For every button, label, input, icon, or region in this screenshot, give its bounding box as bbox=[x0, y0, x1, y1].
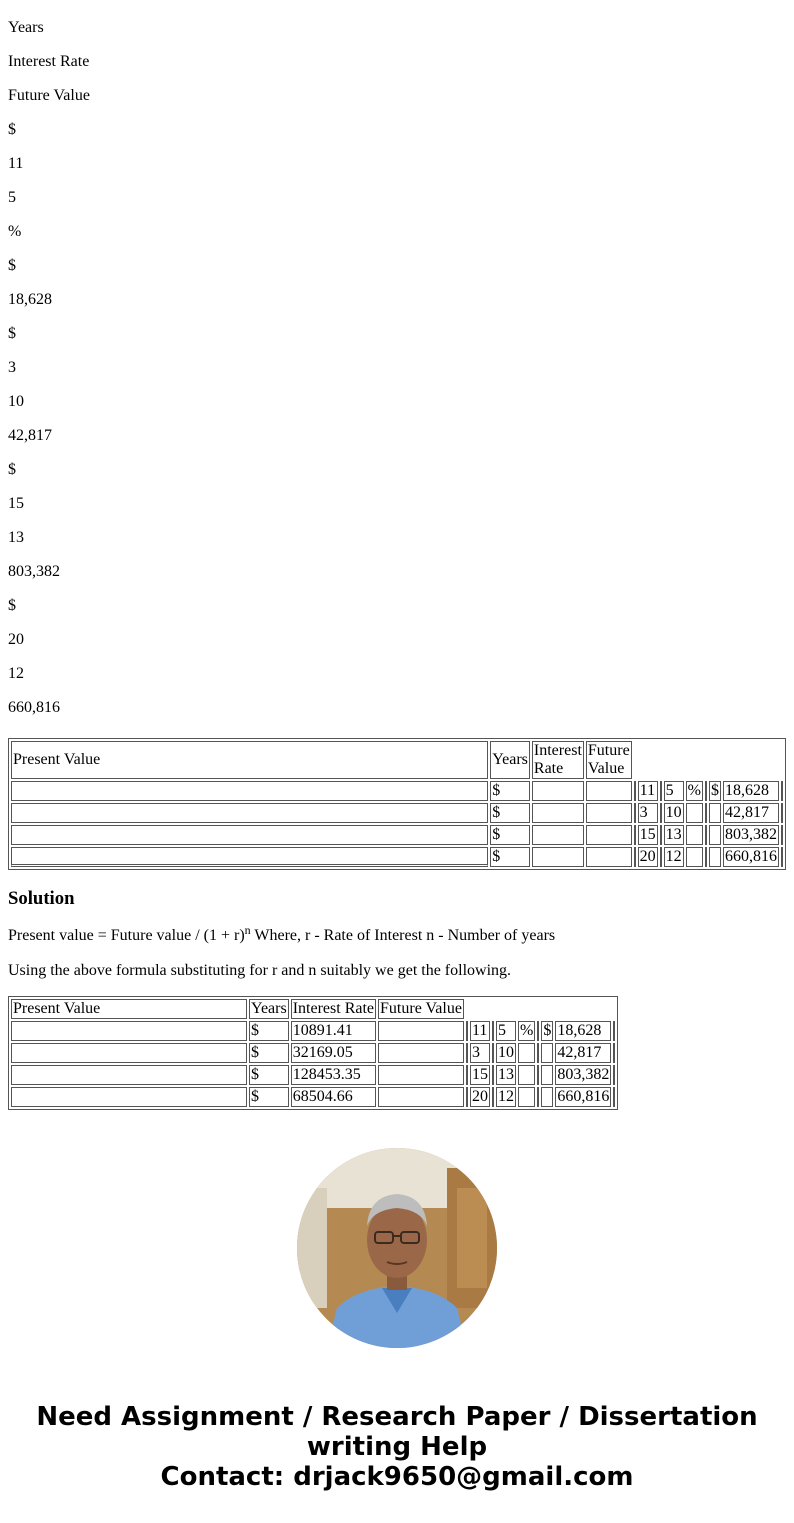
divider-cell bbox=[492, 1043, 494, 1063]
formula-definitions: Where, r - Rate of Interest n - Number of years bbox=[250, 927, 556, 944]
fv-dollar-cell bbox=[709, 825, 721, 845]
divider-cell bbox=[781, 847, 783, 867]
future-value-cell: 42,817 bbox=[555, 1043, 611, 1063]
empty-cell bbox=[532, 847, 584, 867]
header-interest-rate: Interest Rate bbox=[533, 742, 582, 777]
rate-cell: 13 bbox=[665, 826, 682, 843]
dollar-cell: $ bbox=[490, 847, 530, 867]
list-item: $ bbox=[8, 461, 16, 478]
header-years: Years bbox=[490, 741, 530, 779]
fv-dollar-cell bbox=[709, 847, 721, 867]
formula-paragraph bbox=[8, 923, 786, 945]
table-row bbox=[11, 803, 783, 823]
present-value-cell bbox=[11, 781, 488, 801]
list-item: 12 bbox=[8, 665, 24, 682]
cta-line: Need Assignment / Research Paper / Dissertation bbox=[36, 1402, 758, 1432]
percent-cell: % bbox=[520, 1022, 534, 1039]
table-row bbox=[11, 1021, 615, 1041]
pv-result-cell: 128453.35 bbox=[291, 1065, 376, 1085]
list-item: 11 bbox=[8, 155, 24, 172]
empty-cell bbox=[586, 825, 632, 845]
dollar-cell: $ bbox=[249, 1021, 289, 1041]
header-future-value: Future Value bbox=[587, 742, 630, 777]
percent-cell bbox=[686, 803, 703, 823]
table-row bbox=[11, 1065, 615, 1085]
header-present-value: Present Value bbox=[11, 741, 488, 779]
percent-cell bbox=[686, 847, 703, 867]
list-item: 42,817 bbox=[8, 427, 52, 444]
years-cell: 20 bbox=[472, 1088, 489, 1105]
contact-banner bbox=[0, 1402, 794, 1492]
future-value-cell: 18,628 bbox=[555, 1021, 611, 1041]
list-item: 20 bbox=[8, 631, 24, 648]
future-value-cell: 42,817 bbox=[723, 803, 779, 823]
fv-dollar-cell bbox=[541, 1065, 553, 1085]
empty-cell bbox=[532, 825, 584, 845]
future-value-cell: 660,816 bbox=[725, 848, 777, 865]
cta-line: writing Help bbox=[306, 1432, 488, 1462]
divider-cell bbox=[492, 1065, 494, 1085]
present-value-table bbox=[8, 996, 618, 1110]
avatar-container bbox=[8, 1148, 786, 1348]
empty-cell bbox=[532, 803, 584, 823]
divider-cell bbox=[466, 1087, 468, 1107]
years-cell: 3 bbox=[638, 803, 658, 823]
list-item: 660,816 bbox=[8, 699, 60, 716]
rate-cell: 10 bbox=[498, 1044, 515, 1061]
empty-cell bbox=[586, 781, 632, 801]
future-value-cell: 803,382 bbox=[725, 826, 777, 843]
present-value-cell bbox=[11, 825, 488, 845]
years-cell: 15 bbox=[639, 826, 656, 843]
percent-cell bbox=[518, 1087, 535, 1107]
list-item: $ bbox=[8, 325, 16, 342]
list-item: 10 bbox=[8, 393, 24, 410]
present-value-cell bbox=[11, 1021, 247, 1041]
list-item: 13 bbox=[8, 529, 24, 546]
rate-cell: 12 bbox=[498, 1088, 515, 1105]
divider-cell bbox=[781, 803, 783, 823]
formula-text: Present value = Future value / (1 + r) bbox=[8, 927, 245, 944]
empty-cell bbox=[378, 1065, 464, 1085]
divider-cell bbox=[466, 1021, 468, 1041]
future-value-table bbox=[8, 738, 786, 870]
divider-cell bbox=[613, 1043, 615, 1063]
pv-result-cell: 32169.05 bbox=[291, 1043, 376, 1063]
present-value-cell bbox=[11, 847, 488, 867]
top-value-list bbox=[8, 0, 786, 724]
percent-cell bbox=[518, 1043, 535, 1063]
percent-cell bbox=[686, 825, 703, 845]
empty-cell bbox=[378, 1087, 464, 1107]
fv-dollar-cell bbox=[541, 1087, 553, 1107]
table-header-row bbox=[11, 741, 783, 779]
years-cell: 3 bbox=[470, 1043, 490, 1063]
divider-cell bbox=[705, 803, 707, 823]
list-item: 15 bbox=[8, 495, 24, 512]
table-row bbox=[11, 1087, 615, 1107]
divider-cell bbox=[660, 847, 662, 867]
pv-result-cell: 10891.41 bbox=[291, 1021, 376, 1041]
divider-cell bbox=[537, 1065, 539, 1085]
dollar-cell: $ bbox=[249, 1065, 289, 1085]
header-present-value: Present Value bbox=[11, 999, 247, 1019]
dollar-cell: $ bbox=[490, 825, 530, 845]
rate-cell: 13 bbox=[498, 1066, 515, 1083]
divider-cell bbox=[613, 1021, 615, 1041]
solution-heading: Solution bbox=[8, 888, 75, 909]
portrait-icon bbox=[297, 1148, 497, 1348]
table-row bbox=[11, 781, 783, 801]
dollar-cell: $ bbox=[490, 781, 530, 801]
divider-cell bbox=[537, 1021, 539, 1041]
dollar-cell: $ bbox=[249, 1043, 289, 1063]
dollar-cell: $ bbox=[490, 803, 530, 823]
divider-cell bbox=[466, 1043, 468, 1063]
table-row bbox=[11, 847, 783, 867]
list-item: Years bbox=[8, 19, 44, 36]
substitution-paragraph: Using the above formula substituting for r and n suitably we get the following. bbox=[8, 962, 512, 979]
years-cell: 15 bbox=[472, 1066, 489, 1083]
rate-cell: 5 bbox=[496, 1021, 516, 1041]
divider-cell bbox=[781, 781, 783, 801]
years-cell: 11 bbox=[470, 1021, 490, 1041]
list-item: 5 bbox=[8, 189, 16, 206]
present-value-cell bbox=[11, 1087, 247, 1107]
divider-cell bbox=[613, 1065, 615, 1085]
header-years: Years bbox=[251, 1000, 287, 1017]
years-cell: 20 bbox=[639, 848, 656, 865]
divider-cell bbox=[634, 847, 636, 867]
fv-dollar-cell bbox=[709, 803, 721, 823]
future-value-cell: 803,382 bbox=[557, 1066, 610, 1083]
empty-cell bbox=[378, 1021, 464, 1041]
rate-cell: 10 bbox=[665, 804, 682, 821]
divider-cell bbox=[634, 825, 636, 845]
list-item: 803,382 bbox=[8, 563, 60, 580]
divider-cell bbox=[660, 803, 662, 823]
present-value-cell bbox=[11, 803, 488, 823]
fv-dollar-cell bbox=[541, 1043, 553, 1063]
rate-cell: 12 bbox=[665, 848, 682, 865]
rate-cell: 5 bbox=[664, 781, 684, 801]
years-cell: 11 bbox=[638, 781, 658, 801]
divider-cell bbox=[634, 803, 636, 823]
divider-cell bbox=[634, 781, 636, 801]
header-interest-rate: Interest Rate bbox=[292, 1000, 375, 1017]
divider-cell bbox=[466, 1065, 468, 1085]
percent-cell bbox=[518, 1065, 535, 1085]
dollar-cell: $ bbox=[249, 1087, 289, 1107]
fv-dollar-cell: $ bbox=[543, 1022, 552, 1039]
list-item: Interest Rate bbox=[8, 53, 90, 70]
pv-result-cell: 68504.66 bbox=[291, 1087, 376, 1107]
fv-dollar-cell: $ bbox=[711, 782, 719, 799]
percent-cell: % bbox=[687, 782, 701, 799]
divider-cell bbox=[613, 1087, 615, 1107]
divider-cell bbox=[537, 1087, 539, 1107]
list-item: 3 bbox=[8, 359, 16, 376]
avatar bbox=[297, 1148, 497, 1348]
empty-cell bbox=[378, 1043, 464, 1063]
divider-cell bbox=[492, 1021, 494, 1041]
present-value-cell bbox=[11, 1065, 247, 1085]
divider-cell bbox=[537, 1043, 539, 1063]
divider-cell bbox=[660, 781, 662, 801]
divider-cell bbox=[705, 825, 707, 845]
divider-cell bbox=[705, 847, 707, 867]
table-row bbox=[11, 1043, 615, 1063]
formula-exponent: n bbox=[244, 923, 251, 937]
divider-cell bbox=[705, 781, 707, 801]
header-future-value: Future Value bbox=[378, 999, 464, 1019]
list-item: % bbox=[8, 223, 22, 240]
empty-cell bbox=[586, 803, 632, 823]
present-value-cell bbox=[11, 1043, 247, 1063]
future-value-cell: 18,628 bbox=[723, 781, 779, 801]
divider-cell bbox=[492, 1087, 494, 1107]
list-item: $ bbox=[8, 121, 16, 138]
divider-cell bbox=[781, 825, 783, 845]
contact-email: Contact: drjack9650@gmail.com bbox=[160, 1462, 634, 1492]
table-row bbox=[11, 825, 783, 845]
empty-cell bbox=[532, 781, 584, 801]
list-item: $ bbox=[8, 257, 16, 274]
table-header-row bbox=[11, 999, 615, 1019]
list-item: Future Value bbox=[8, 87, 90, 104]
divider-cell bbox=[660, 825, 662, 845]
list-item: $ bbox=[8, 597, 16, 614]
future-value-cell: 660,816 bbox=[557, 1088, 610, 1105]
list-item: 18,628 bbox=[8, 291, 52, 308]
empty-cell bbox=[586, 847, 632, 867]
